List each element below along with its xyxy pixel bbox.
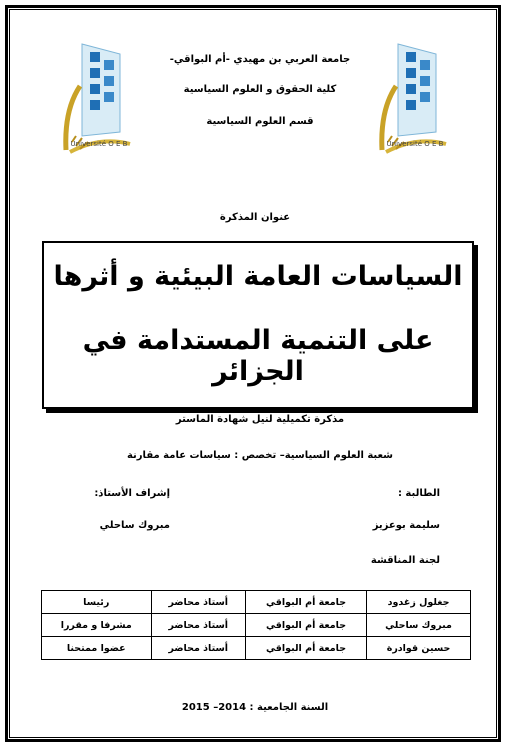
university-logo-left: [60, 40, 138, 158]
committee-member-name: جغلول زغدود: [367, 591, 471, 614]
table-row: [42, 591, 471, 614]
thesis-title-line1: السياسات العامة البيئية و أثرها: [53, 261, 463, 292]
committee-member-university: جامعة أم البواقي: [246, 614, 367, 637]
committee-member-name: حسين قوادرة: [367, 637, 471, 660]
table-row: [42, 637, 471, 660]
university-logo-right: [376, 40, 454, 158]
table-row: [42, 614, 471, 637]
committee-member-university: جامعة أم البواقي: [246, 637, 367, 660]
thesis-title-box: [42, 241, 474, 409]
thesis-title-line2: على التنمية المستدامة في الجزائر: [82, 325, 434, 387]
committee-member-university: جامعة أم البواقي: [246, 591, 367, 614]
logo-caption-left: Université O E B: [70, 140, 128, 148]
committee-member-name: مبروك ساحلي: [367, 614, 471, 637]
committee-member-rank: أستاذ محاضر: [151, 614, 246, 637]
committee-member-role: رئيسا: [42, 591, 152, 614]
university-name: جامعة العربي بن مهيدي -أم البواقي-: [169, 54, 351, 65]
student-label: الطالبة :: [397, 488, 440, 499]
committee-label: لجنة المناقشة: [370, 555, 440, 566]
committee-member-rank: أستاذ محاضر: [151, 637, 246, 660]
branch-text: شعبة العلوم السياسية– تخصص : سياسات عامة مقارنة: [126, 450, 393, 461]
committee-table: [41, 590, 471, 660]
academic-year: السنة الجامعية : 2014– 2015: [181, 702, 329, 713]
department-name: قسم العلوم السياسية: [206, 116, 314, 127]
committee-member-rank: أستاذ محاضر: [151, 591, 246, 614]
faculty-name: كلية الحقوق و العلوم السياسية: [183, 84, 337, 95]
supervisor-name: مبروك ساحلي: [99, 520, 170, 531]
student-name: سليمة بوعزيز: [372, 520, 440, 531]
committee-member-role: عضوا ممتحنا: [42, 637, 152, 660]
degree-text: مذكرة تكميلية لنيل شهادة الماستر: [175, 414, 345, 425]
supervisor-label: إشراف الأستاذ:: [94, 488, 170, 499]
logo-caption-right: Université O E B: [386, 140, 444, 148]
thesis-title-label: عنوان المذكرة: [219, 212, 291, 223]
committee-member-role: مشرفا و مقررا: [42, 614, 152, 637]
